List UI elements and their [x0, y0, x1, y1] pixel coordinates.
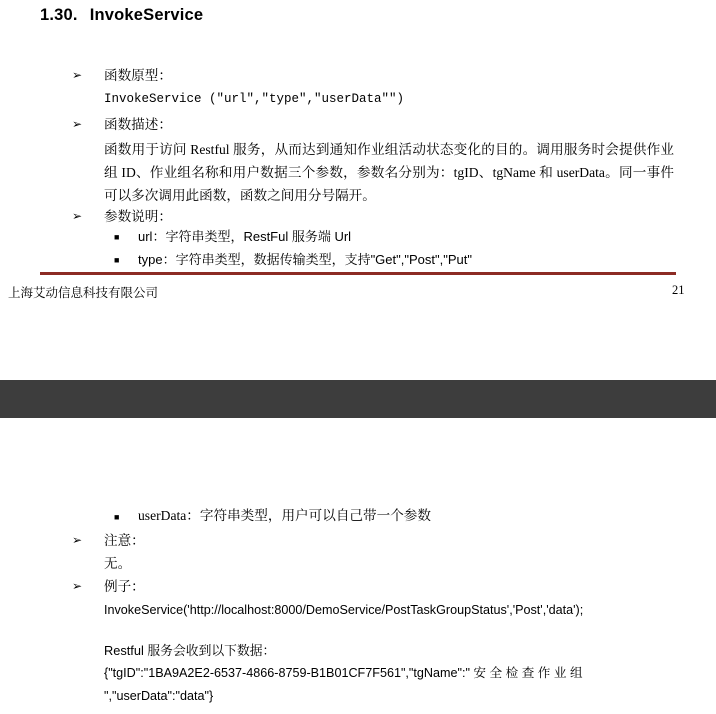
response-payload-line: ","userData":"data"}	[104, 689, 214, 703]
list-item: type：字符串类型，数据传输类型，支持"Get","Post","Put"	[138, 252, 472, 267]
list-item: 函数原型：	[104, 68, 172, 83]
arrow-marker: ➢	[72, 533, 83, 547]
list-item: 例子：	[104, 579, 145, 594]
page-separator	[0, 380, 716, 418]
document-page-2	[0, 418, 716, 714]
heading-number: 1.30.	[40, 6, 78, 24]
arrow-marker: ➢	[72, 579, 83, 593]
paragraph-description: 函数用于访问 Restful 服务，从而达到通知作业组活动状态变化的目的。调用服务时会提供作业组 ID、作业组名称和用户数据三个参数，参数名分别为：tgID、tgName 和 userData。同一事件可以多次调用此函数，函数之间用分号隔开。	[104, 142, 674, 203]
page-title	[40, 6, 203, 25]
arrow-marker: ➢	[72, 68, 83, 82]
response-label: Restful 服务会收到以下数据：	[104, 643, 276, 658]
list-item: 参数说明：	[104, 209, 172, 224]
response-payload-line: {"tgID":"1BA9A2E2-6537-4866-8759-B1B01CF7F561","tgName":" 安 全 检 查 作 业 组	[104, 666, 583, 680]
footer-page-number: 21	[672, 283, 685, 297]
list-item: url：字符串类型，RestFul 服务端 Url	[138, 229, 352, 244]
square-marker: ■	[114, 255, 120, 265]
heading-title: InvokeService	[89, 6, 204, 24]
list-item: 无。	[104, 556, 132, 571]
square-marker: ■	[114, 232, 120, 242]
list-item: 函数描述：	[104, 117, 172, 132]
code-sample: InvokeService('http://localhost:8000/DemoService/PostTaskGroupStatus','Post','data');	[104, 603, 584, 617]
arrow-marker: ➢	[72, 209, 83, 223]
list-item: userData：字符串类型，用户可以自己带一个参数	[138, 508, 431, 523]
arrow-marker: ➢	[72, 117, 83, 131]
list-item: InvokeService ("url","type","userData"")	[104, 92, 405, 106]
footer-company: 上海艾动信息科技有限公司	[8, 286, 159, 300]
square-marker: ■	[114, 512, 120, 522]
list-item: 注意：	[104, 533, 145, 548]
footer-divider	[40, 272, 676, 275]
